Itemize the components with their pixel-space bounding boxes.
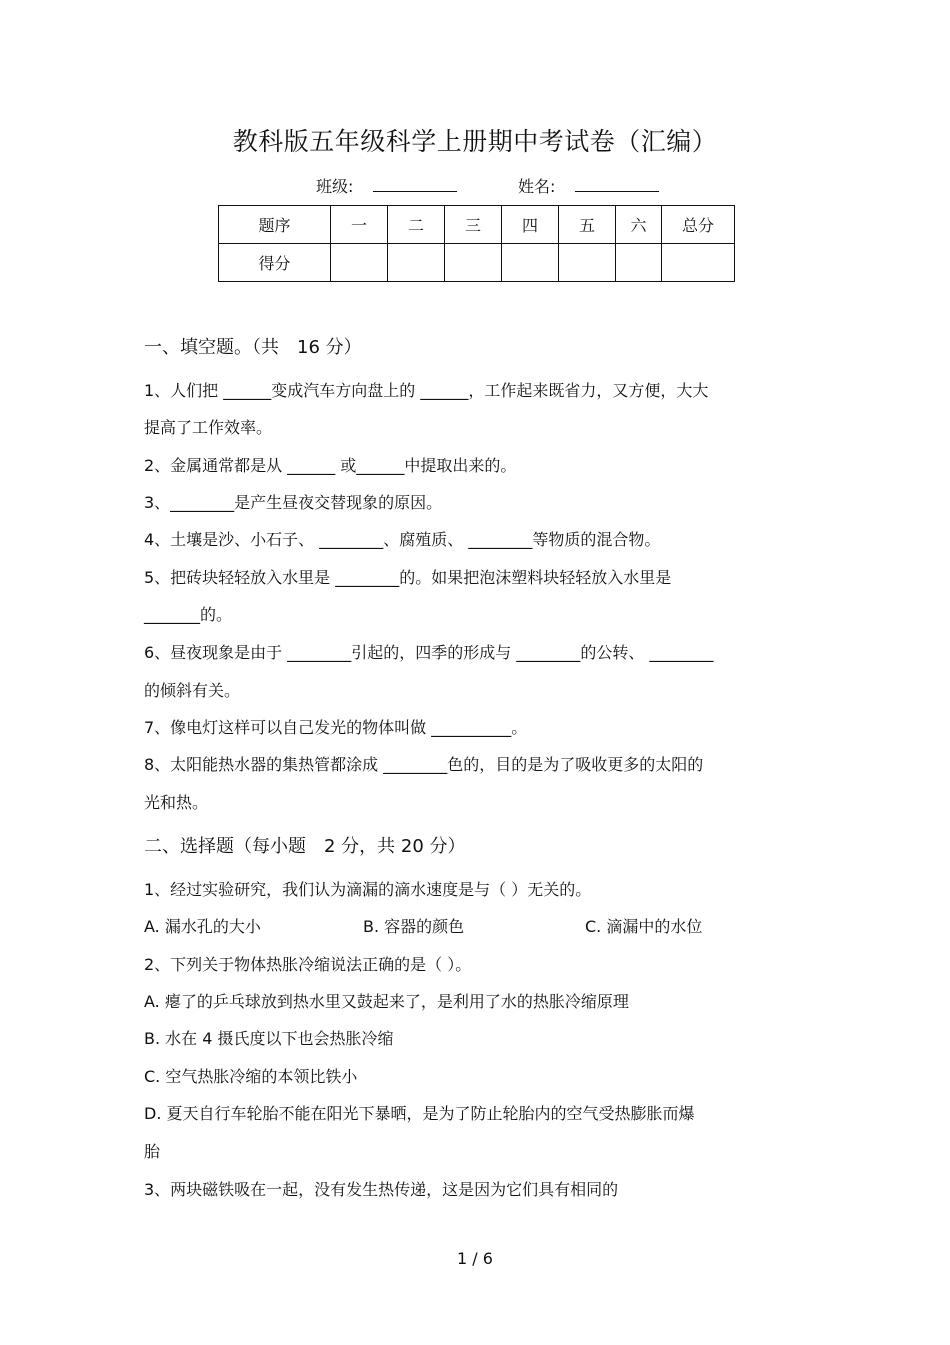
section-title-multiple-choice: 二、选择题（每小题 2 分，共 20 分） xyxy=(144,836,466,857)
name-blank xyxy=(575,174,659,192)
score-header-cell: 五 xyxy=(559,206,616,244)
score-cell xyxy=(502,244,559,282)
option-d: D. 夏天自行车轮胎不能在阳光下暴晒，是为了防止轮胎内的空气受热膨胀而爆 xyxy=(144,1104,695,1123)
score-header-cell: 六 xyxy=(616,206,662,244)
option-c: C. 滴漏中的水位 xyxy=(585,917,703,936)
score-table-score-row xyxy=(219,244,735,282)
score-cell xyxy=(445,244,502,282)
question-line: 4、土壤是沙、小石子、 ________、腐殖质、 ________等物质的混合物。 xyxy=(144,530,661,549)
question-line: 2、下列关于物体热胀冷缩说法正确的是（ ）。 xyxy=(144,955,472,974)
score-cell xyxy=(388,244,445,282)
score-header-cell: 总分 xyxy=(662,206,735,244)
option-c: C. 空气热胀冷缩的本领比铁小 xyxy=(144,1067,358,1086)
class-field xyxy=(316,174,457,197)
score-header-cell: 三 xyxy=(445,206,502,244)
score-header-cell: 四 xyxy=(502,206,559,244)
question-line: 7、像电灯这样可以自己发光的物体叫做 __________。 xyxy=(144,718,528,737)
name-field xyxy=(518,174,659,197)
section-title-fill-in: 一、填空题。（共 16 分） xyxy=(144,337,362,358)
option-d-continued: 胎 xyxy=(144,1142,161,1161)
score-cell xyxy=(662,244,735,282)
score-row-label: 得分 xyxy=(219,244,331,282)
question-line: 的倾斜有关。 xyxy=(144,681,241,700)
option-a: A. 瘪了的乒乓球放到热水里又鼓起来了，是利用了水的热胀冷缩原理 xyxy=(144,992,629,1011)
class-label: 班级: xyxy=(316,177,354,196)
question-line: 提高了工作效率。 xyxy=(144,418,273,437)
page-number: 1 / 6 xyxy=(457,1249,493,1268)
option-b: B. 容器的颜色 xyxy=(363,917,465,936)
question-line: 5、把砖块轻轻放入水里是 ________的。如果把泡沫塑料块轻轻放入水里是 xyxy=(144,568,672,587)
option-b: B. 水在 4 摄氏度以下也会热胀冷缩 xyxy=(144,1029,394,1048)
question-line: 1、经过实验研究，我们认为滴漏的滴水速度是与（ ）无关的。 xyxy=(144,880,592,899)
option-a: A. 漏水孔的大小 xyxy=(144,917,261,936)
question-line: _______的。 xyxy=(144,605,233,624)
name-label: 姓名: xyxy=(518,177,556,196)
question-line: 6、昼夜现象是由于 ________引起的，四季的形成与 ________的公转、 ________ xyxy=(144,643,714,662)
score-table xyxy=(218,205,735,282)
question-line: 光和热。 xyxy=(144,793,209,812)
question-line: 8、太阳能热水器的集热管都涂成 ________色的，目的是为了吸收更多的太阳的 xyxy=(144,755,704,774)
score-header-cell: 二 xyxy=(388,206,445,244)
question-line: 1、人们把 ______变成汽车方向盘上的 ______，工作起来既省力，又方便，大大 xyxy=(144,381,709,400)
question-line: 3、________是产生昼夜交替现象的原因。 xyxy=(144,493,443,512)
class-blank xyxy=(373,174,457,192)
score-cell xyxy=(559,244,616,282)
page-title: 教科版五年级科学上册期中考试卷（汇编） xyxy=(232,127,718,156)
question-line: 3、两块磁铁吸在一起，没有发生热传递，这是因为它们具有相同的 xyxy=(144,1180,619,1199)
score-cell xyxy=(331,244,388,282)
score-cell xyxy=(616,244,662,282)
score-table-header-row xyxy=(219,206,735,244)
question-line: 2、金属通常都是从 ______ 或______中提取出来的。 xyxy=(144,456,517,475)
score-header-cell: 题序 xyxy=(219,206,331,244)
score-header-cell: 一 xyxy=(331,206,388,244)
